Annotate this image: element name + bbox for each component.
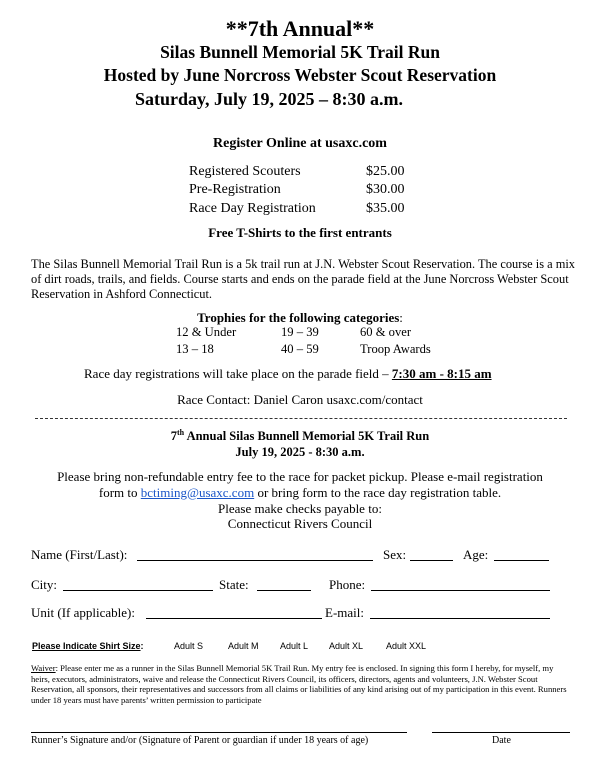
form-title [0, 428, 600, 444]
trophy-category: 19 – 39 [281, 325, 319, 339]
race-day-text: Race day registrations will take place on the parade field – [84, 366, 392, 381]
register-online-heading: Register Online at usaxc.com [213, 136, 387, 151]
shirt-option-adult-xxl[interactable]: Adult XXL [386, 641, 427, 651]
date-line[interactable] [432, 732, 570, 733]
form-instructions-2 [0, 485, 600, 501]
form-instructions-2b: or bring form to the race day registration table. [254, 485, 502, 500]
council-name: Connecticut Rivers Council [227, 516, 373, 531]
fee-price: $25.00 [366, 164, 405, 179]
trophy-category: 13 – 18 [176, 342, 214, 356]
trophy-category: 40 – 59 [281, 342, 319, 356]
unit-field[interactable] [146, 605, 322, 619]
race-day-time: 7:30 am - 8:15 am [391, 366, 492, 381]
shirt-option-adult-s[interactable]: Adult S [174, 641, 204, 651]
form-title-rest: Annual Silas Bunnell Memorial 5K Trail Run [184, 429, 430, 444]
phone-field[interactable] [371, 577, 550, 591]
email-label: E-mail: [325, 605, 364, 620]
checks-payable: Please make checks payable to: [218, 501, 382, 516]
fee-price: $30.00 [366, 182, 405, 197]
event-date: Saturday, July 19, 2025 – 8:30 a.m. [135, 89, 404, 109]
race-name: Silas Bunnell Memorial 5K Trail Run [160, 42, 440, 62]
city-field[interactable] [63, 577, 213, 591]
date-label: Date [492, 735, 511, 746]
unit-label: Unit (If applicable): [31, 605, 135, 620]
form-title-sup: th [177, 428, 185, 437]
state-label: State: [219, 577, 249, 592]
host-line: Hosted by June Norcross Webster Scout Reservation [103, 65, 497, 85]
trophy-category: 60 & over [360, 325, 412, 339]
name-field[interactable] [137, 547, 373, 561]
annual-title: **7th Annual** [225, 16, 375, 41]
trophies-heading-colon: : [399, 310, 403, 325]
shirt-size-label-text: Please Indicate Shirt Size [32, 641, 141, 651]
trophy-category: Troop Awards [360, 342, 431, 356]
email-field[interactable] [370, 605, 550, 619]
name-label: Name (First/Last): [31, 547, 128, 562]
tshirt-note: Free T-Shirts to the first entrants [208, 225, 392, 240]
shirt-size-colon: : [140, 641, 144, 651]
cut-line [35, 418, 567, 419]
form-instructions-1: Please bring non-refundable entry fee to the race for packet pickup. Please e-mail registration [57, 469, 543, 484]
fee-label: Race Day Registration [189, 201, 316, 216]
fee-label: Registered Scouters [189, 164, 301, 179]
trophy-category: 12 & Under [176, 325, 237, 339]
signature-label: Runner’s Signature and/or (Signature of Parent or guardian if under 18 years of age) [31, 735, 369, 746]
phone-label: Phone: [329, 577, 366, 592]
registration-email-link[interactable]: bctiming@usaxc.com [140, 485, 255, 500]
shirt-option-adult-l[interactable]: Adult L [280, 641, 309, 651]
form-title-num: 7 [170, 429, 178, 444]
fee-price: $35.00 [366, 201, 405, 216]
race-description: The Silas Bunnell Memorial Trail Run is a 5k trail run at J.N. Webster Scout Reservation. The course is a mix of dirt roads, trails, and fields. Course starts and ends on the parade field at the June Norcross Webster Scout Reservation in Ashford Connecticut. [31, 257, 576, 301]
race-day-line [84, 366, 492, 382]
age-field[interactable] [494, 547, 549, 561]
fee-label: Pre-Registration [189, 182, 281, 197]
signature-line[interactable] [31, 732, 407, 733]
shirt-option-adult-xl[interactable]: Adult XL [329, 641, 364, 651]
state-field[interactable] [257, 577, 311, 591]
trophies-heading-text: Trophies for the following categories [197, 310, 400, 325]
waiver-body: : Please enter me as a runner in the Silas Bunnell Memorial 5K Trail Run. My entry fee is enclosed. In signing this form I hereby, for myself, my heirs, executors, administrators, waive and release the Connecticut Rivers Council, its officers, directors, agents and volunteers, J.N. Webster Scout Reservation, all sponsors, their representatives and successors from all claims or liabilities of any kind arising out of my participation in this event. Runners under 18 years must have parents’ written permission to participate [31, 663, 567, 705]
form-date: July 19, 2025 - 8:30 a.m. [235, 445, 365, 459]
trophies-heading [0, 310, 600, 326]
race-contact: Race Contact: Daniel Caron usaxc.com/contact [177, 392, 423, 407]
sex-field[interactable] [410, 547, 453, 561]
sex-label: Sex: [383, 547, 407, 562]
age-label: Age: [463, 547, 489, 562]
waiver-text [31, 663, 569, 705]
waiver-label: Waiver [31, 663, 56, 673]
city-label: City: [31, 577, 58, 592]
shirt-option-adult-m[interactable]: Adult M [228, 641, 259, 651]
shirt-size-label [32, 641, 144, 651]
form-instructions-2a: form to [98, 485, 141, 500]
